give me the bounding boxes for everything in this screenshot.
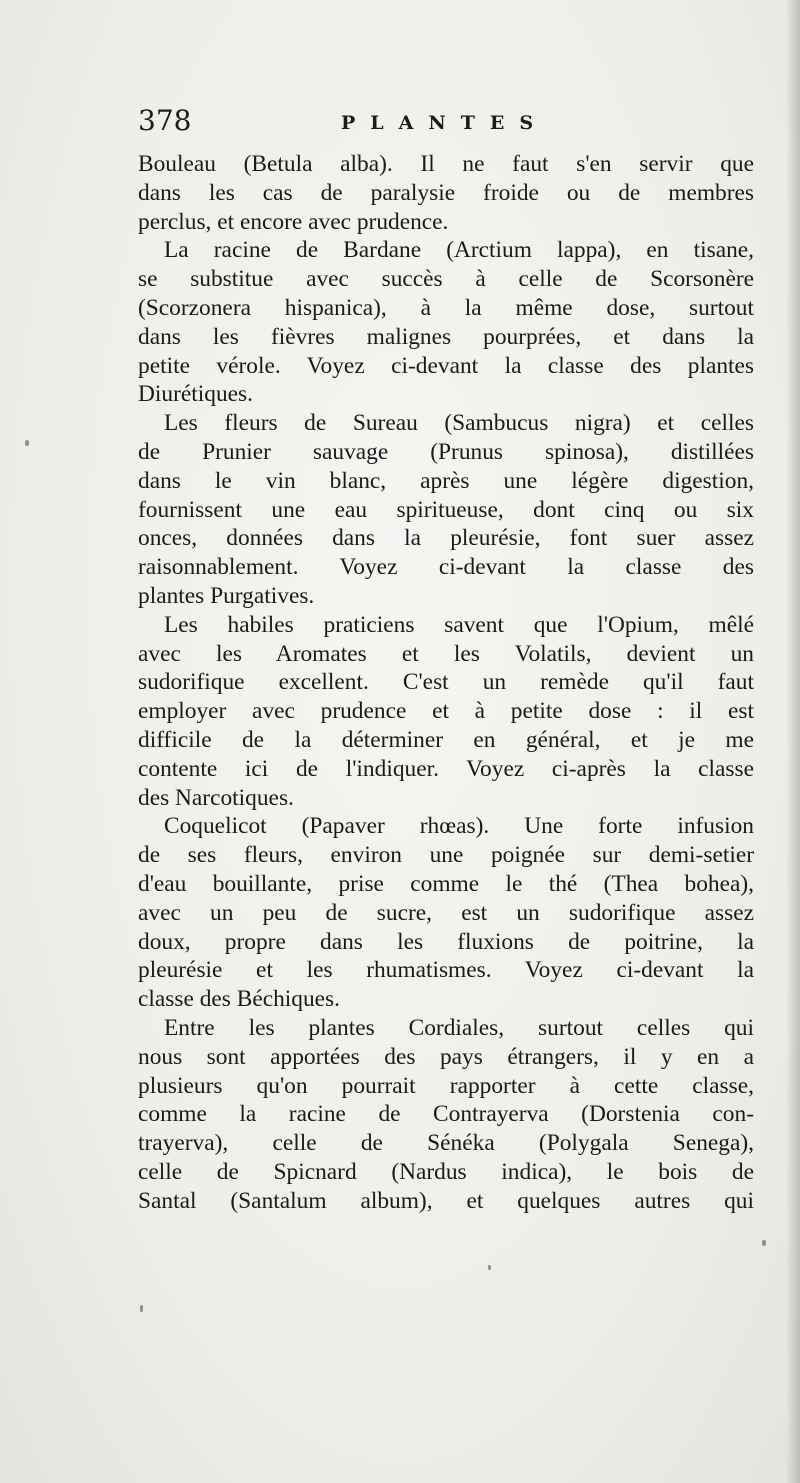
text-line: de ses fleurs, environ une poignée sur demi-setier: [138, 842, 754, 869]
text-line: Diurétiques.: [138, 381, 253, 408]
text-line: onces, données dans la pleurésie, font suer assez: [138, 525, 754, 552]
text-line: dans le vin blanc, après une légère digestion,: [138, 467, 754, 494]
text-line: se substitue avec succès à celle de Scorsonère: [138, 266, 754, 293]
speck: [140, 1305, 143, 1312]
text-line: avec les Aromates et les Volatils, devient un: [138, 640, 754, 667]
text-line: Santal (Santalum album), et quelques autres qui: [138, 1187, 754, 1214]
text-line: (Scorzonera hispanica), à la même dose, surtout: [138, 294, 754, 321]
text-line: pleurésie et les rhumatismes. Voyez ci-devant la: [138, 957, 754, 984]
text-line: difficile de la déterminer en général, et je me: [138, 726, 754, 753]
text-line: classe des Béchiques.: [138, 986, 341, 1013]
text-line: avec un peu de sucre, est un sudorifique assez: [138, 899, 754, 926]
text-line: des Narcotiques.: [138, 784, 294, 811]
text-line: Bouleau (Betula alba). Il ne faut s'en servir que: [138, 151, 754, 177]
page-number: 378: [138, 104, 192, 137]
text-line: plusieurs qu'on pourrait rapporter à cette classe,: [138, 1072, 754, 1099]
text-line: sudorifique excellent. C'est un remède qu'il faut: [138, 669, 754, 696]
speck: [762, 1240, 766, 1246]
page-edge-shadow: [786, 0, 800, 1483]
text-line: employer avec prudence et à petite dose : il est: [138, 698, 754, 725]
text-line: Coquelicot (Papaver rhœas). Une forte infusion: [164, 813, 754, 840]
text-line: comme la racine de Contrayerva (Dorstenia con-: [138, 1101, 754, 1128]
text-line: plantes Purgatives.: [138, 582, 315, 609]
text-line: Les habiles praticiens savent que l'Opium, mêlé: [164, 611, 754, 638]
text-line: doux, propre dans les fluxions de poitrine, la: [138, 928, 754, 955]
text-line: raisonnablement. Voyez ci-devant la classe des: [138, 554, 754, 581]
text-line: contente ici de l'indiquer. Voyez ci-après la classe: [138, 755, 754, 782]
text-line: Entre les plantes Cordiales, surtout celles qui: [164, 1014, 754, 1041]
text-line: trayerva), celle de Sénéka (Polygala Senega),: [138, 1130, 754, 1157]
text-line: de Prunier sauvage (Prunus spinosa), distillées: [138, 438, 754, 465]
speck: [25, 440, 29, 446]
page-header: [138, 104, 758, 144]
text-line: perclus, et encore avec prudence.: [138, 208, 449, 235]
text-line: d'eau bouillante, prise comme le thé (Thea bohea),: [138, 870, 754, 897]
text-line: Les fleurs de Sureau (Sambucus nigra) et celles: [164, 410, 754, 437]
speck: [488, 1265, 491, 1270]
text-line: celle de Spicnard (Nardus indica), le bois de: [138, 1158, 754, 1185]
text-line: petite vérole. Voyez ci-devant la classe des plantes: [138, 352, 754, 379]
text-line: fournissent une eau spiritueuse, dont cinq ou six: [138, 496, 754, 523]
text-line: dans les fièvres malignes pourprées, et dans la: [138, 323, 754, 350]
text-line: nous sont apportées des pays étrangers, il y en a: [138, 1043, 754, 1070]
running-head: PLANTES: [341, 112, 549, 134]
text-line: dans les cas de paralysie froide ou de membres: [138, 179, 754, 206]
text-line: La racine de Bardane (Arctium lappa), en tisane,: [164, 237, 754, 264]
body-text: [138, 150, 754, 1215]
